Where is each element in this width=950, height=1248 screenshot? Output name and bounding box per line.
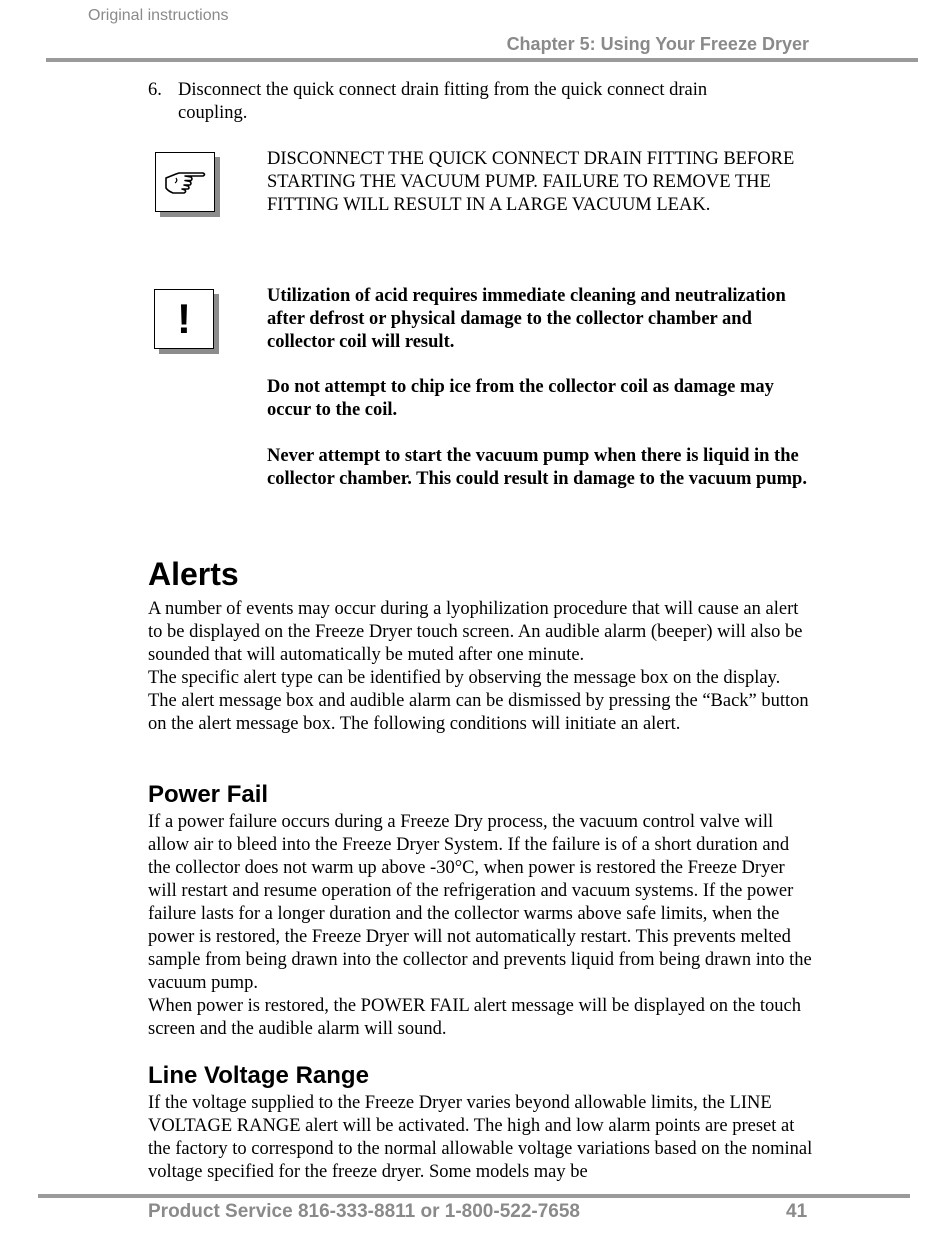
caution-note: DISCONNECT THE QUICK CONNECT DRAIN FITTING BEFORE STARTING THE VACUUM PUMP. FAILURE TO REMOVE THE FITTING WILL RESULT IN A LARGE VACUUM LEAK. — [267, 149, 795, 215]
paragraph: If the voltage supplied to the Freeze Dryer varies beyond allowable limits, the LINE VOLTAGE RANGE alert will be activated. The high and low alarm points are preset at the factory to correspond to the normal allowable voltage variations based on the nominal voltage specified for the freeze dryer. Some models may be — [148, 1093, 813, 1182]
exclamation-icon: ! — [154, 289, 214, 349]
step-number: 6. — [148, 80, 162, 100]
original-instructions-label: Original instructions — [88, 7, 229, 24]
warning-text: Utilization of acid requires immediate cleaning and neutralization after defrost or physical damage to the collector chamber and collector coil will result. — [267, 286, 786, 352]
chapter-title: Chapter 5: Using Your Freeze Dryer — [506, 34, 809, 54]
paragraph: A number of events may occur during a lyophilization procedure that will cause an alert to be displayed on the Freeze Dryer touch screen. An audible alarm (beeper) will also be sounded that will automatically be muted after one minute. — [148, 599, 803, 665]
product-service-contact: Product Service 816-333-8811 or 1-800-522-7658 — [148, 1201, 580, 1222]
section-heading-power-fail: Power Fail — [148, 781, 269, 808]
line-voltage-body — [148, 1092, 813, 1184]
paragraph: The specific alert type can be identified by observing the message box on the display. The alert message box and audible alarm can be dismissed by pressing the “Back” button on the alert message box. The following conditions will initiate an alert. — [148, 668, 809, 734]
alerts-body — [148, 598, 813, 736]
warning-text: Never attempt to start the vacuum pump when there is liquid in the collector chamber. This could result in damage to the vacuum pump. — [267, 446, 807, 489]
warning-text: Do not attempt to chip ice from the collector coil as damage may occur to the coil. — [267, 377, 774, 420]
section-heading-alerts: Alerts — [148, 556, 239, 592]
header-divider — [46, 58, 918, 62]
page-number: 41 — [786, 1201, 808, 1222]
section-heading-line-voltage: Line Voltage Range — [148, 1062, 369, 1089]
power-fail-body — [148, 811, 813, 1041]
paragraph: If a power failure occurs during a Freeze Dry process, the vacuum control valve will allow air to bleed into the Freeze Dryer System. If the failure is of a short duration and the collector does not warm up above -30°C, when power is restored the Freeze Dryer will restart and resume operation of the refrigeration and vacuum systems. If the power failure lasts for a longer duration and the collector warms above safe limits, when the power is restored, the Freeze Dryer will not automatically restart. This prevents melted sample from being drawn into the collector and prevents liquid from being drawn into the vacuum pump. — [148, 812, 812, 993]
paragraph: When power is restored, the POWER FAIL alert message will be displayed on the touch screen and the audible alarm will sound. — [148, 996, 801, 1039]
step-text: Disconnect the quick connect drain fitting from the quick connect drain coupling. — [178, 80, 708, 123]
footer-divider — [38, 1194, 910, 1198]
pointing-hand-icon — [155, 152, 215, 212]
